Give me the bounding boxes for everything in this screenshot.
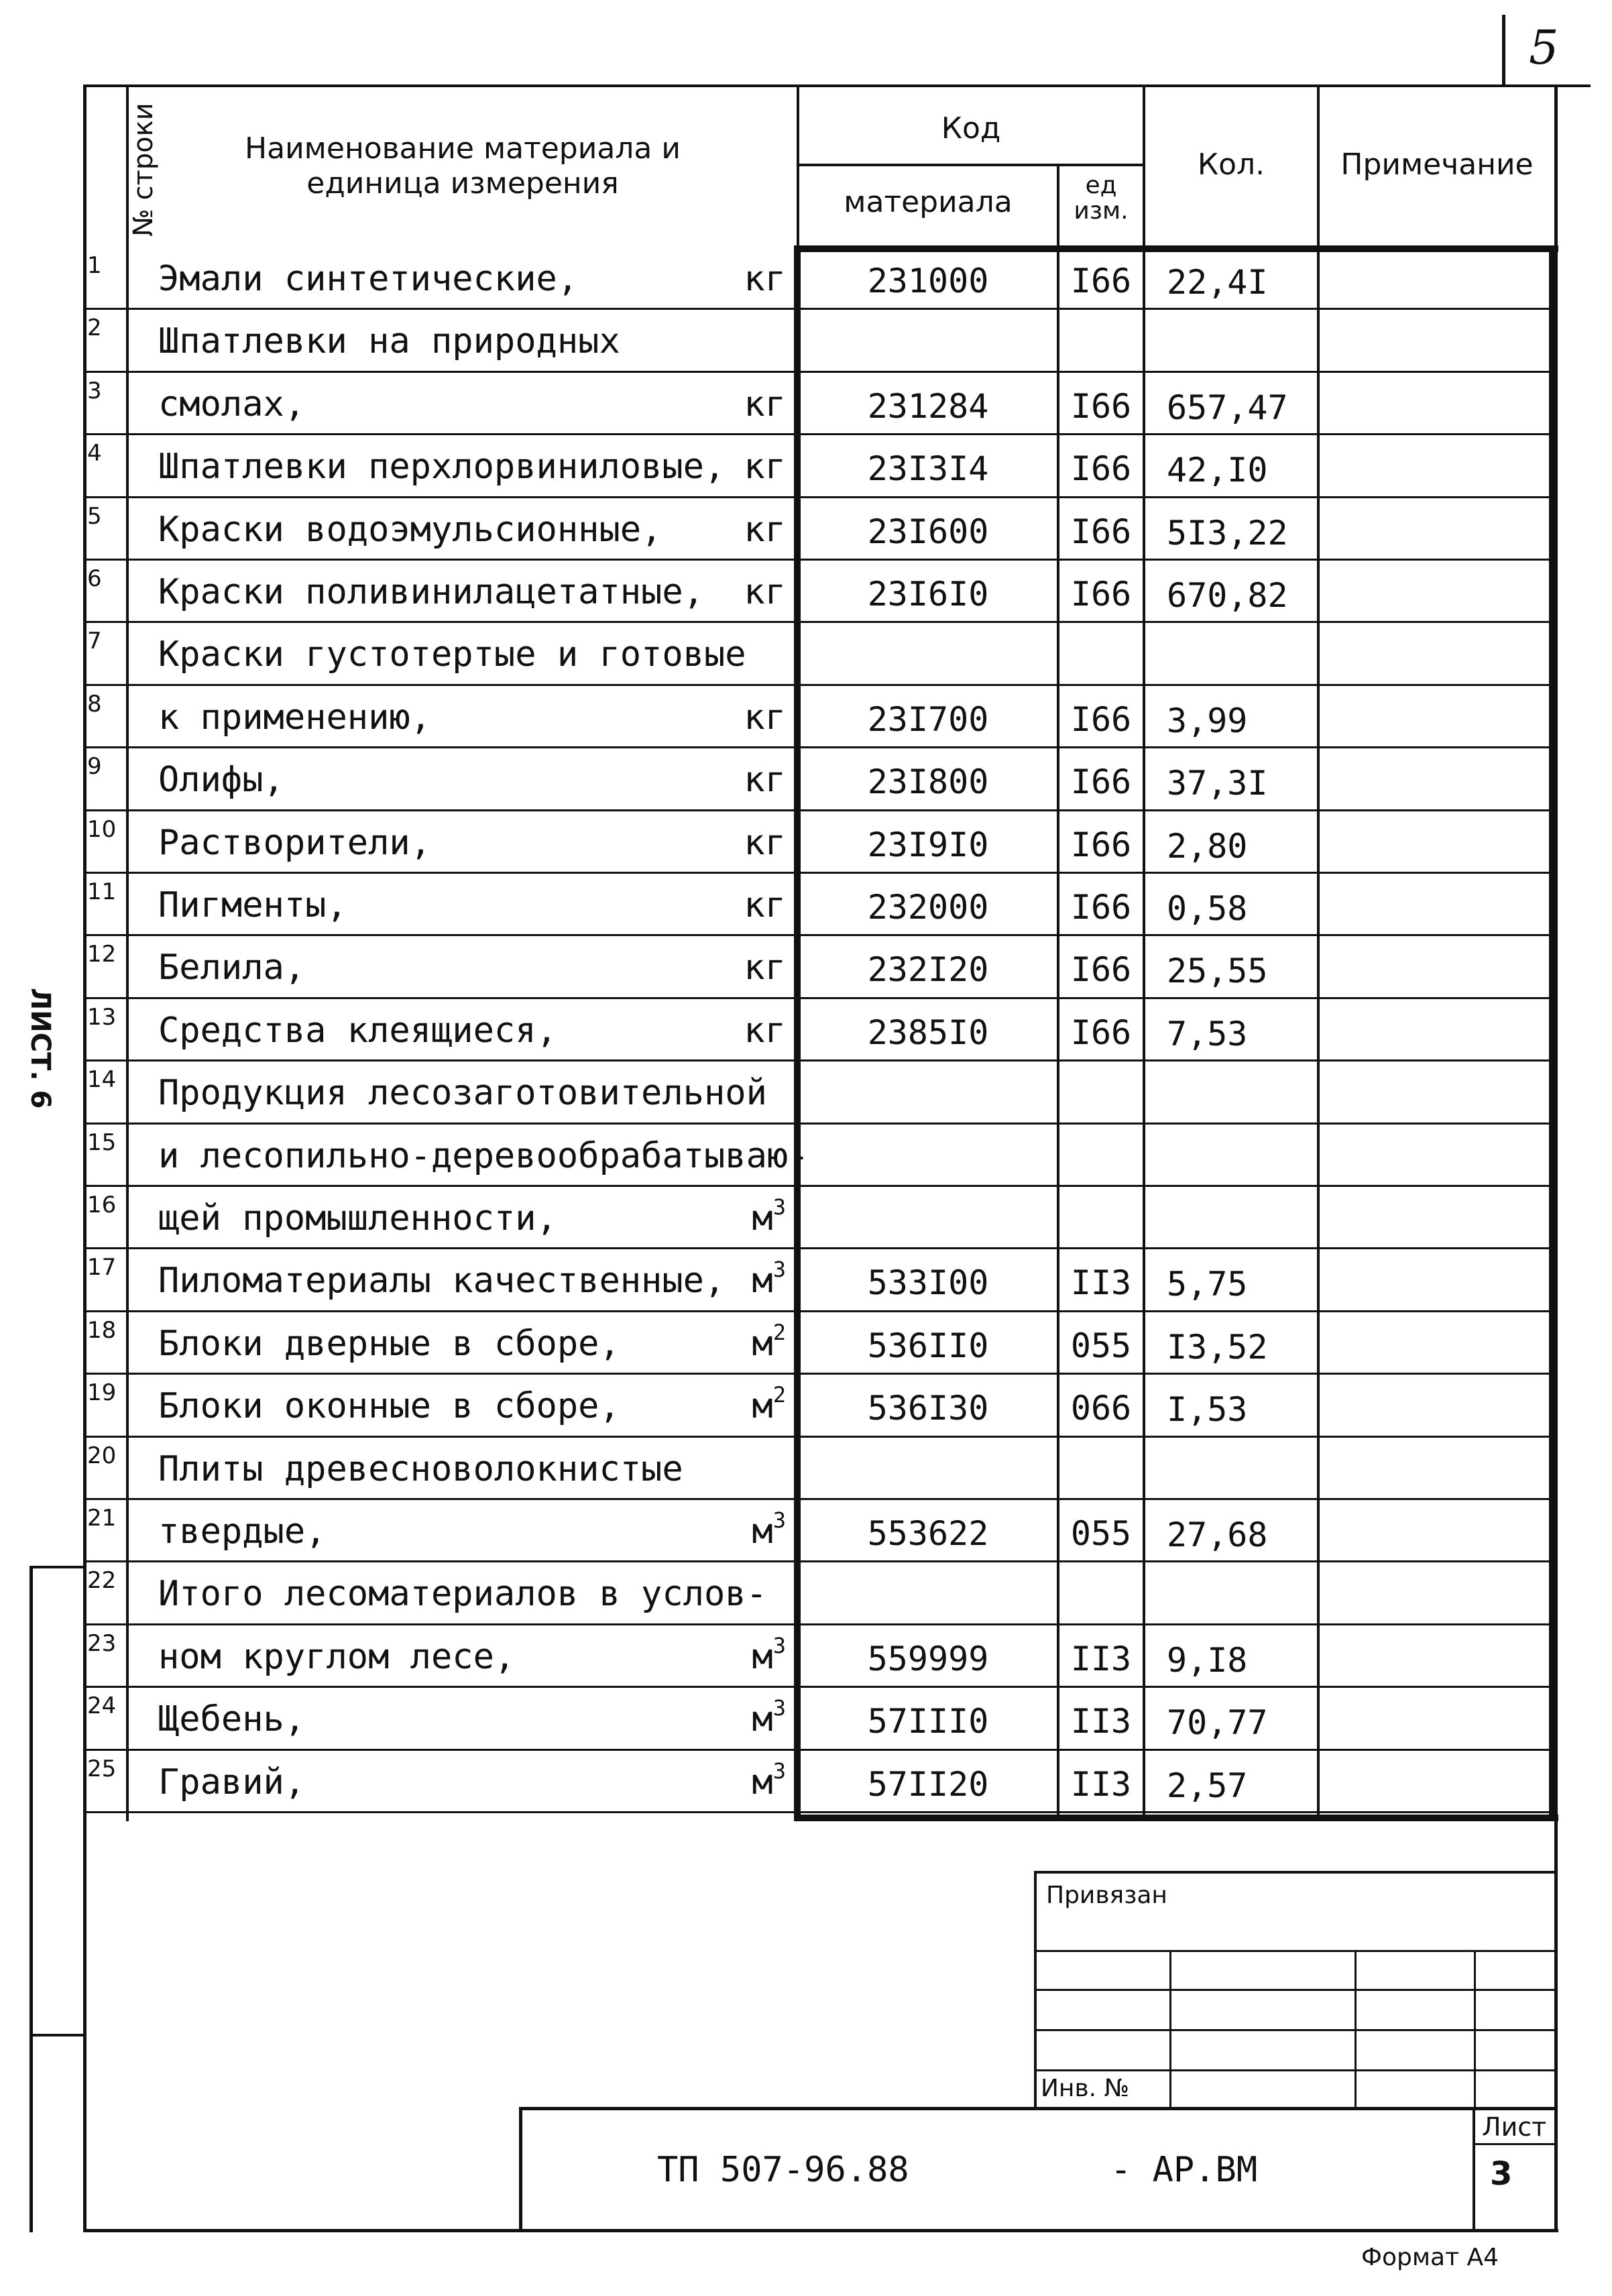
material-code: 2385I0 — [867, 1013, 989, 1052]
material-code: 23I9I0 — [867, 825, 989, 864]
material-code: 536I30 — [867, 1389, 989, 1428]
row-number: 1 — [87, 252, 102, 279]
unit-code: I66 — [1070, 825, 1132, 864]
unit-code: II3 — [1070, 1702, 1132, 1741]
row-number: 16 — [87, 1192, 117, 1218]
unit-of-measure: кг — [744, 384, 786, 424]
quantity: I,53 — [1167, 1390, 1248, 1430]
table-row — [0, 811, 1612, 873]
unit-exponent: 3 — [772, 1632, 786, 1658]
table-row — [0, 1750, 1612, 1813]
material-name: Краски густотертые и готовые — [158, 634, 746, 675]
row-number: 6 — [87, 565, 102, 592]
material-name: Краски поливинилацетатные, — [158, 572, 704, 612]
unit-of-measure: $м^2$ — [752, 1382, 786, 1427]
unit-of-measure: $м^3$ — [752, 1194, 786, 1239]
row-number: 7 — [87, 628, 102, 655]
quantity: 657,47 — [1167, 388, 1288, 427]
unit-code: I66 — [1070, 512, 1132, 551]
table-row — [0, 1437, 1612, 1499]
row-number: 10 — [87, 815, 117, 843]
table-row — [0, 498, 1612, 560]
material-code: 553622 — [867, 1514, 989, 1553]
row-number: 21 — [87, 1505, 117, 1532]
table-row — [0, 560, 1612, 622]
unit-of-measure: кг — [744, 259, 786, 299]
quantity: 27,68 — [1167, 1515, 1268, 1554]
row-number: 2 — [87, 314, 102, 342]
table-row — [0, 622, 1612, 685]
unit-code: II3 — [1070, 1263, 1132, 1303]
unit-code: II3 — [1070, 1639, 1132, 1678]
quantity: 9,I8 — [1167, 1640, 1248, 1680]
quantity: I3,52 — [1167, 1327, 1268, 1367]
frame-bottom — [83, 2229, 1558, 2232]
stamp-inventory-label: Инв. № — [1041, 2075, 1130, 2102]
row-number: 4 — [87, 440, 102, 467]
quantity: 3,99 — [1167, 701, 1248, 740]
stamp-attached-label: Привязан — [1046, 1882, 1167, 1909]
row-number: 3 — [87, 377, 102, 404]
unit-of-measure: кг — [744, 760, 786, 801]
quantity: 670,82 — [1167, 576, 1288, 615]
material-code: 23I6I0 — [867, 575, 989, 614]
unit-exponent: 3 — [772, 1695, 786, 1721]
header-note: Примечание — [1340, 148, 1534, 182]
unit-code: I66 — [1070, 1013, 1132, 1052]
side-note: ЛИСТ. 6 — [25, 988, 56, 1109]
header-row-number: № строки — [128, 103, 159, 237]
unit-code: I66 — [1070, 950, 1132, 990]
material-code: 57III0 — [867, 1702, 989, 1741]
unit-of-measure: кг — [744, 822, 786, 863]
quantity: 22,4I — [1167, 263, 1268, 302]
row-number: 24 — [87, 1692, 117, 1720]
quantity: 2,80 — [1167, 826, 1248, 866]
material-name: смолах, — [158, 384, 306, 424]
unit-of-measure: кг — [744, 697, 786, 738]
quantity: 37,3I — [1167, 764, 1268, 803]
quantity: 70,77 — [1167, 1703, 1268, 1743]
material-code: 23I800 — [867, 762, 989, 802]
unit-code: I66 — [1070, 386, 1132, 426]
row-number: 9 — [87, 753, 102, 781]
unit-of-measure: кг — [744, 509, 786, 550]
material-name: и лесопильно-деревообрабатываю- — [158, 1135, 809, 1176]
table-row — [0, 309, 1612, 371]
material-name: Пиломатериалы качественные, — [158, 1261, 726, 1302]
material-name: Итого лесоматериалов в услов- — [158, 1574, 767, 1615]
material-name: Блоки дверные в сборе, — [158, 1323, 620, 1364]
material-name: ном круглом лесе, — [158, 1636, 516, 1677]
material-code: 231000 — [867, 262, 989, 300]
unit-of-measure: $м^3$ — [752, 1257, 786, 1302]
material-code: 533I00 — [867, 1263, 989, 1303]
table-row — [0, 1186, 1612, 1249]
row-number: 14 — [87, 1066, 117, 1094]
table-row — [0, 873, 1612, 935]
unit-exponent: 3 — [772, 1507, 786, 1533]
unit-of-measure: кг — [744, 447, 786, 487]
material-name: Растворители, — [158, 822, 431, 863]
material-code: 232I20 — [867, 950, 989, 990]
unit-code: 055 — [1070, 1514, 1132, 1553]
unit-of-measure: $м^3$ — [752, 1632, 786, 1677]
material-name: Олифы, — [158, 760, 284, 801]
table-row — [0, 247, 1612, 309]
unit-of-measure: кг — [744, 1010, 786, 1051]
table-row — [0, 998, 1612, 1061]
row-number: 18 — [87, 1316, 117, 1344]
table-row — [0, 935, 1612, 998]
row-number: 22 — [87, 1567, 117, 1595]
row-number: 8 — [87, 690, 102, 718]
row-number: 17 — [87, 1254, 117, 1281]
table-row — [0, 1562, 1612, 1624]
material-name: Шпатлевки перхлорвиниловые, — [158, 447, 726, 487]
header-code-unit: ед изм. — [1074, 172, 1129, 225]
material-code: 232000 — [867, 888, 989, 927]
stamp-sheet-label: Лист — [1482, 2112, 1547, 2142]
header-code: Код — [941, 111, 1001, 146]
unit-exponent: 2 — [772, 1319, 786, 1345]
quantity: 0,58 — [1167, 889, 1248, 928]
unit-of-measure: кг — [744, 948, 786, 988]
table-row — [0, 1499, 1612, 1562]
corner-sheet-number: 5 — [1529, 20, 1559, 75]
frame-top — [83, 84, 1558, 87]
material-code: 231284 — [867, 386, 989, 426]
material-code: 23I3I4 — [867, 449, 989, 489]
quantity: 25,55 — [1167, 952, 1268, 991]
row-number: 5 — [87, 502, 102, 530]
table-row — [0, 1374, 1612, 1436]
material-code: 559999 — [867, 1639, 989, 1678]
unit-of-measure: $м^3$ — [752, 1695, 786, 1740]
material-name: Гравий, — [158, 1762, 306, 1802]
row-number: 12 — [87, 941, 117, 968]
material-name: Краски водоэмульсионные, — [158, 509, 663, 550]
material-name: щей промышленности, — [158, 1198, 557, 1239]
material-name: Белила, — [158, 948, 306, 988]
unit-exponent: 2 — [772, 1382, 786, 1408]
material-name: Продукция лесозаготовительной — [158, 1073, 767, 1114]
stamp-sheet-number: 3 — [1490, 2155, 1513, 2193]
material-name: Пигменты, — [158, 885, 347, 925]
table-row — [0, 1249, 1612, 1311]
table-row — [0, 1625, 1612, 1687]
unit-of-measure: кг — [744, 572, 786, 612]
table-row — [0, 435, 1612, 497]
material-name: к применению, — [158, 697, 431, 738]
stamp-document-code: ТП 507-96.88 — [657, 2150, 909, 2190]
material-name: твердые, — [158, 1511, 327, 1552]
table-row — [0, 748, 1612, 810]
material-name: Эмали синтетические, — [158, 259, 579, 299]
table-row — [0, 1124, 1612, 1186]
row-number: 11 — [87, 878, 117, 905]
header-code-material: материала — [844, 185, 1013, 219]
row-number: 20 — [87, 1442, 117, 1469]
unit-code: II3 — [1070, 1764, 1132, 1804]
unit-of-measure: $м^3$ — [752, 1507, 786, 1552]
table-row — [0, 372, 1612, 435]
quantity: 5,75 — [1167, 1265, 1248, 1304]
stamp-document-suffix: - АР.ВМ — [1110, 2150, 1258, 2190]
unit-code: I66 — [1070, 699, 1132, 739]
unit-exponent: 3 — [772, 1194, 786, 1220]
unit-code: 066 — [1070, 1389, 1132, 1428]
paper-format: Формат А4 — [1361, 2244, 1499, 2271]
material-code: 57II20 — [867, 1764, 989, 1804]
row-number: 25 — [87, 1755, 117, 1782]
unit-code: I66 — [1070, 762, 1132, 802]
unit-code: 055 — [1070, 1326, 1132, 1365]
unit-code: I66 — [1070, 888, 1132, 927]
unit-of-measure: кг — [744, 885, 786, 925]
unit-of-measure: $м^2$ — [752, 1319, 786, 1364]
table-row — [0, 1687, 1612, 1749]
material-name: Шпатлевки на природных — [158, 321, 620, 362]
unit-code: I66 — [1070, 575, 1132, 614]
header-material-name: Наименование материала и единица измерения — [245, 131, 681, 200]
row-number: 13 — [87, 1003, 117, 1031]
material-name: Плиты древесноволокнистые — [158, 1448, 683, 1489]
quantity: 2,57 — [1167, 1766, 1248, 1805]
row-number: 23 — [87, 1629, 117, 1657]
unit-exponent: 3 — [772, 1257, 786, 1283]
table-row — [0, 685, 1612, 748]
quantity: 42,I0 — [1167, 451, 1268, 490]
quantity: 5I3,22 — [1167, 513, 1288, 553]
material-name: Блоки оконные в сборе, — [158, 1386, 620, 1427]
row-number: 19 — [87, 1379, 117, 1407]
material-code: 23I700 — [867, 699, 989, 739]
unit-exponent: 3 — [772, 1758, 786, 1784]
header-qty: Кол. — [1197, 148, 1265, 182]
quantity: 7,53 — [1167, 1014, 1248, 1053]
unit-code: I66 — [1070, 449, 1132, 489]
row-number: 15 — [87, 1129, 117, 1156]
unit-of-measure: $м^3$ — [752, 1758, 786, 1802]
material-name: Щебень, — [158, 1699, 306, 1740]
material-name: Средства клеящиеся, — [158, 1010, 557, 1051]
material-code: 23I600 — [867, 512, 989, 551]
unit-code: I66 — [1070, 262, 1132, 300]
table-row — [0, 1312, 1612, 1374]
table-row — [0, 1061, 1612, 1123]
material-code: 536II0 — [867, 1326, 989, 1365]
